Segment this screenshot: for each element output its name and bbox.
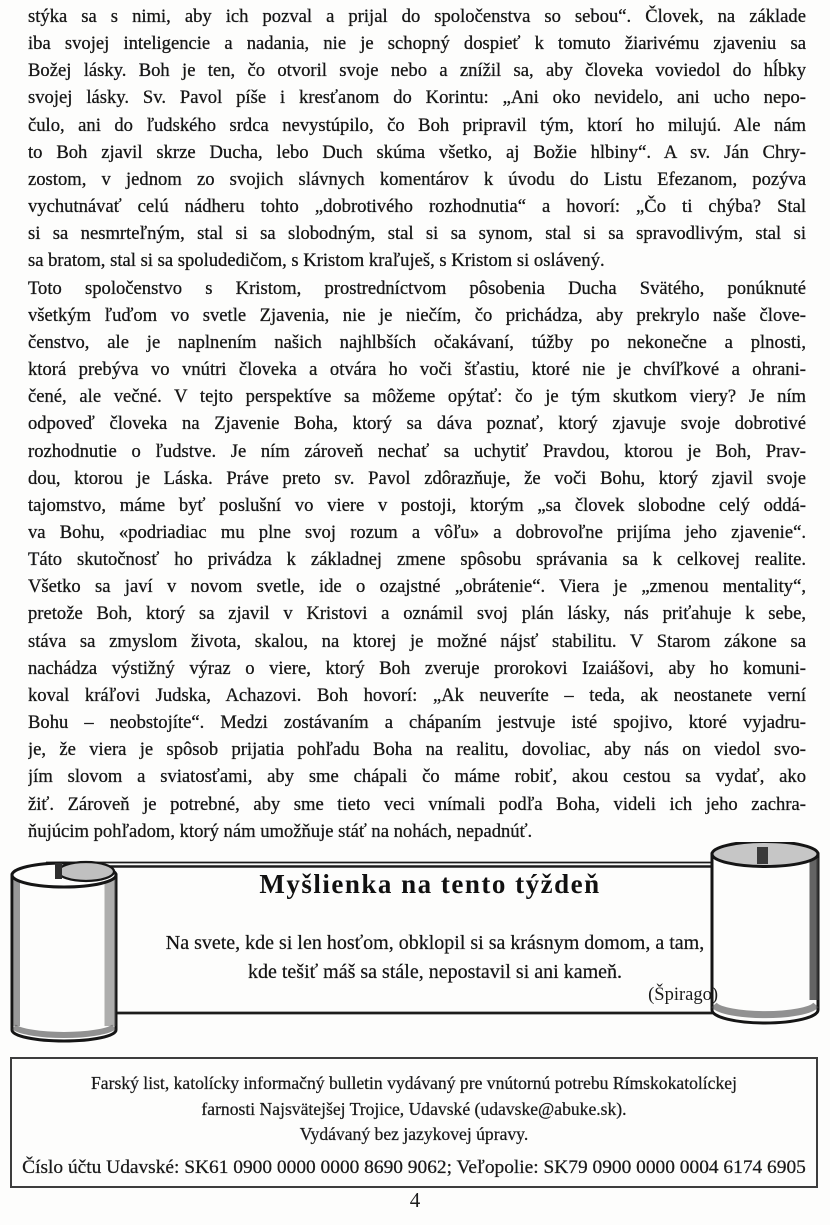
body-text-line: čenstvo, ale je naplnením našich najhlbších očakávaní, túžby po nekonečne a plnosti,: [28, 331, 806, 353]
body-text-line: žiť. Zároveň je potrebné, aby sme tieto veci vnímali podľa Boha, videli ich jeho zachra-: [28, 793, 806, 815]
footer-line: Číslo účtu Udavské: SK61 0900 0000 0000 8690 9062; Veľopolie: SK79 0900 0000 0004 6174 6905: [22, 1156, 806, 1178]
body-text-line: Táto skutočnosť ho privádza k základnej zmene spôsobu správania sa k celkovej realite.: [28, 549, 806, 571]
body-text-line: stýka sa s nimi, aby ich pozval a prijal do spoločenstva so sebou“. Človek, na základe: [28, 6, 806, 27]
thought-attribution: (Špirago): [648, 985, 718, 1005]
body-text-line: to Boh zjavil skrze Ducha, lebo Duch skúma všetko, aj Božie hlbiny“. A sv. Ján Chry-: [28, 141, 806, 163]
publication-info-box: [10, 1057, 818, 1188]
body-text-line: tajomstvo, máme byť poslušní vo viere v postoji, ktorým „sa človek slobodne celý oddá-: [28, 494, 806, 516]
thought-quote: [120, 929, 750, 986]
body-text-line: dou, ktorou je Láska. Práve preto sv. Pavol zdôrazňuje, že voči Bohu, ktorý zjavil svoje: [28, 467, 806, 489]
body-text-line: všetkým ľuďom vo svetle Zjavenia, nie je niečím, čo prichádza, aby prekrylo naše člove-: [28, 304, 806, 326]
body-text-line: čulo, ani do ľudského srdca nevystúpilo, čo Boh pripravil tým, ktorí ho milujú. Ale nám: [28, 114, 806, 136]
body-text-line: rozhodnutie o ľudstve. Je ním zároveň nechať sa uchytiť Pravdou, ktorou je Boh, Prav-: [28, 440, 806, 462]
body-text-line: Všetko sa javí v novom svetle, ide o ozajstné „obrátenie“. Viera je „zmenou mentality“,: [28, 576, 806, 598]
body-text-line: stáva sa zmyslom života, skalou, na ktorej je možné nájsť stabilitu. V Starom zákone sa: [28, 630, 806, 652]
body-text-line: čené, ale večné. V tejto perspektíve sa môžeme opýtať: čo je tým skutkom viery? Je ním: [28, 386, 806, 408]
body-text-line: pretože Boh, ktorý sa zjavil v Kristovi a oznámil svoj plán lásky, nás priťahuje k sebe,: [28, 603, 806, 625]
body-text-line: nachádza výstižný výraz o viere, ktorý Boh zveruje prorokovi Izaiášovi, aby ho komuni-: [28, 657, 806, 679]
body-text-line: ktorá prebýva vo vnútri človeka a otvára ho voči šťastiu, ktoré nie je chvíľkové a ohrani-: [28, 359, 806, 381]
page-number: 4: [409, 1188, 421, 1212]
footer-line: Vydávaný bez jazykovej úpravy.: [299, 1124, 529, 1144]
body-text-line: Bohu – neobstojíte“. Medzi zostávaním a chápaním jestvuje isté spojivo, ktoré vyjadru-: [28, 712, 806, 734]
body-text-line: va Bohu, «podriadiac mu plne svoj rozum a vôľu» a dobrovoľne prijíma jeho zjavenie“.: [28, 521, 806, 543]
body-text-line: je, že viera je spôsob prijatia pohľadu Boha na realitu, dovoliac, aby nás on viedol svo-: [28, 739, 806, 761]
thought-title: Myšlienka na tento týždeň: [259, 869, 601, 899]
thought-quote-line-2: kde tešiť máš sa stále, nepostavil si ani kameň.: [247, 960, 622, 983]
body-text-line: svojej lásky. Sv. Pavol píše i kresťanom do Korintu: „Ani oko nevidelo, ani ucho nepo-: [28, 87, 806, 109]
body-text: [28, 3, 806, 845]
footer-line: farnosti Najsvätejšej Trojice, Udavské (udavske@abuke.sk).: [201, 1098, 627, 1119]
body-text-line: iba svojej inteligencie a nadania, nie je schopný dospieť k tomuto žiarivému zjaveniu sa: [28, 33, 806, 55]
thought-quote-line-1: Na svete, kde si len hosťom, obklopil si sa krásnym domom, a tam,: [165, 932, 705, 954]
body-text-line: si sa nesmrteľným, stal si sa slobodným, stal si sa synom, stal si sa spravodlivým, stal si: [28, 223, 806, 245]
body-text-line: vychutnávať celú nádheru tohto „dobrotivého rozhodnutia“ a hovorí: „Čo ti chýba? Stal: [28, 196, 806, 218]
body-text-line: sa bratom, stal si sa spoludedičom, s Kristom kraľuješ, s Kristom si oslávený.: [28, 250, 605, 272]
body-text-line: zostom, v jednom zo svojich slávnych komentárov k úvodu do Listu Efezanom, pozýva: [28, 168, 806, 190]
body-text-line: Toto spoločenstvo s Kristom, prostredníctvom pôsobenia Ducha Svätého, ponúknuté: [28, 277, 806, 299]
body-text-line: ňujúcim pohľadom, ktorý nám umožňuje stáť na nohách, nepadnúť.: [28, 820, 533, 842]
thought-banner: [0, 842, 830, 1054]
body-text-line: Božej lásky. Boh je ten, čo otvoril svoje nebo a znížil sa, aby človeka voviedol do hĺbky: [28, 60, 806, 82]
body-text-line: odpoveď človeka na Zjavenie Boha, ktorý sa dáva poznať, ktorý zjavuje svoje dobrotivé: [28, 413, 806, 435]
body-text-line: koval kráľovi Judska, Achazovi. Boh hovorí: „Ak neuveríte – teda, ak neostanete verní: [28, 684, 806, 706]
body-text-line: jím slovom a sviatosťami, aby sme chápali čo máme robiť, akou cestou sa vydať, ako: [28, 766, 806, 788]
footer-line: Farský list, katolícky informačný bulletin vydávaný pre vnútornú potrebu Rímskokatolíckej: [91, 1073, 737, 1093]
